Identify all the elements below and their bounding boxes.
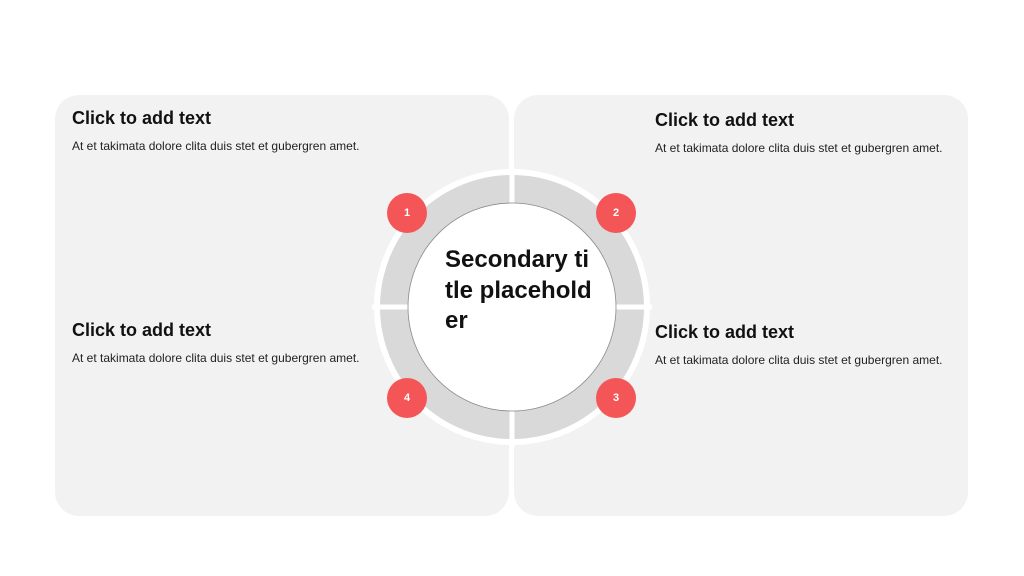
step-badge-3: 3	[596, 378, 636, 418]
step-badge-2: 2	[596, 193, 636, 233]
block-title[interactable]: Click to add text	[72, 108, 212, 128]
block-body[interactable]: At et takimata dolore clita duis stet et gubergren amet.	[655, 353, 943, 367]
block-body[interactable]: At et takimata dolore clita duis stet et gubergren amet.	[72, 351, 360, 365]
text-block-bottom-right[interactable]	[655, 321, 955, 369]
block-title[interactable]: Click to add text	[655, 110, 795, 130]
block-body[interactable]: At et takimata dolore clita duis stet et gubergren amet.	[72, 139, 360, 153]
block-body[interactable]: At et takimata dolore clita duis stet et gubergren amet.	[655, 141, 943, 155]
step-badge-4: 4	[387, 378, 427, 418]
block-title[interactable]: Click to add text	[655, 322, 795, 342]
text-block-top-left[interactable]	[72, 107, 372, 155]
step-badge-1: 1	[387, 193, 427, 233]
block-title[interactable]: Click to add text	[72, 320, 212, 340]
text-block-top-right[interactable]	[655, 109, 955, 157]
text-block-bottom-left[interactable]	[72, 319, 372, 367]
center-title[interactable]: Secondary title placeholder	[445, 246, 592, 334]
